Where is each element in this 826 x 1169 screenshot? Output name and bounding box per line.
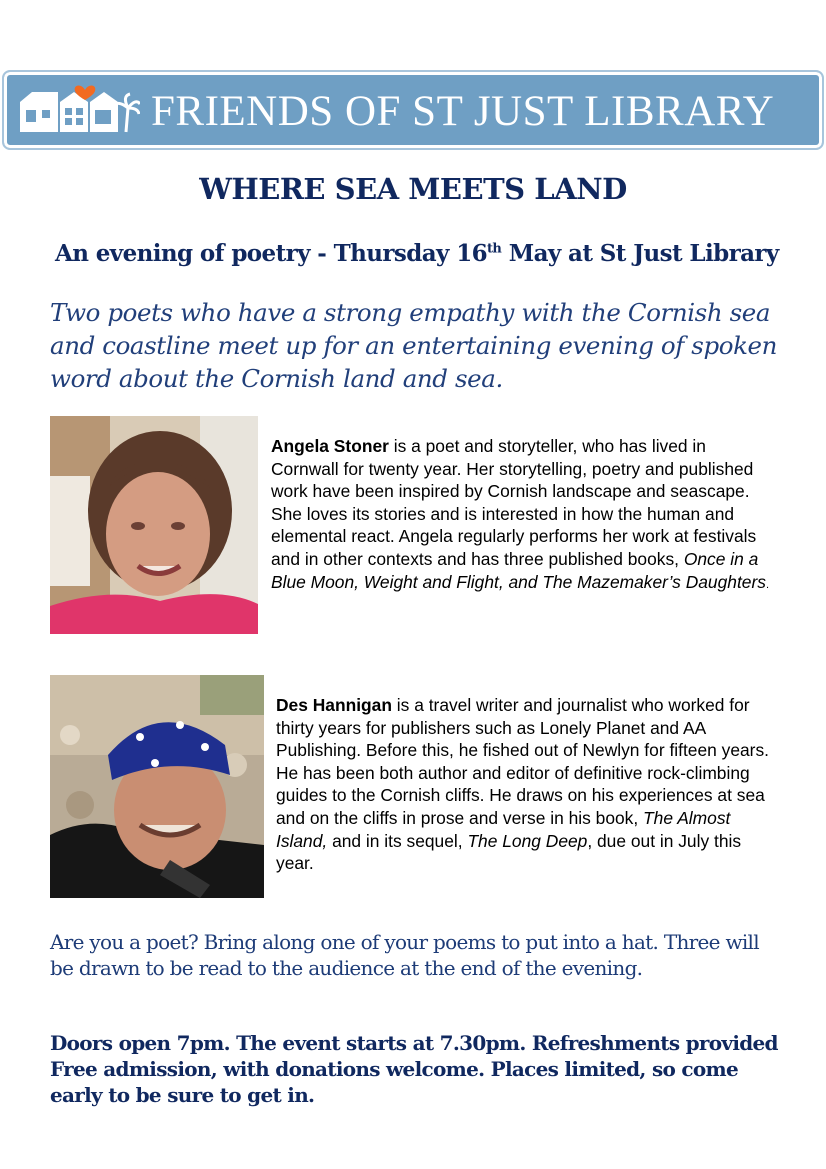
event-details (50, 1030, 790, 1108)
library-banner (2, 70, 824, 150)
doors-open-text: Doors open 7pm. The event starts at 7.30pm. Refreshments provided (50, 1031, 778, 1055)
event-intro: Two poets who have a strong empathy with the Cornish sea and coastline meet up for an entertaining evening of spoken word about the Cornish land and sea. (50, 298, 778, 393)
event-subtitle: An evening of poetry - Thursday 16th May at St Just Library (55, 240, 779, 267)
library-logo-icon (18, 80, 140, 140)
page-title: WHERE SEA MEETS LAND (199, 172, 627, 206)
admission-text: Free admission, with donations welcome. Places limited, so come early to be sure to get in. (50, 1057, 739, 1107)
des-hannigan-photo (50, 675, 264, 898)
angela-stoner-bio: Angela Stoner is a poet and storyteller, who has lived in Cornwall for twenty year. Her storytelling, poetry and published work have been inspired by Cornish landscape and seascape. She loves its stories and is interested in how the human and elemental react. Angela regularly performs her work at festivals and in other contexts and has three published books, Once in a Blue Moon, Weight and Flight, and The Mazemaker’s Daughters. (271, 436, 769, 592)
poet-invitation: Are you a poet? Bring along one of your poems to put into a hat. Three will be drawn to be read to the audience at the end of the evening. (50, 930, 759, 980)
angela-stoner-photo (50, 416, 258, 634)
des-hannigan-bio: Des Hannigan is a travel writer and journalist who worked for thirty years for publishers such as Lonely Planet and AA Publishing. Before this, he fished out of Newlyn for fifteen years. He has been both author and editor of definitive rock-climbing guides to the Cornish cliffs. He draws on his experiences at sea and on the cliffs in prose and verse in his book, The Almost Island, and in its sequel, The Long Deep, due out in July this year. (276, 695, 770, 874)
banner-title: FRIENDS OF ST JUST LIBRARY (151, 88, 775, 135)
poet-name: Angela Stoner (271, 436, 389, 456)
poet-name: Des Hannigan (276, 695, 392, 715)
